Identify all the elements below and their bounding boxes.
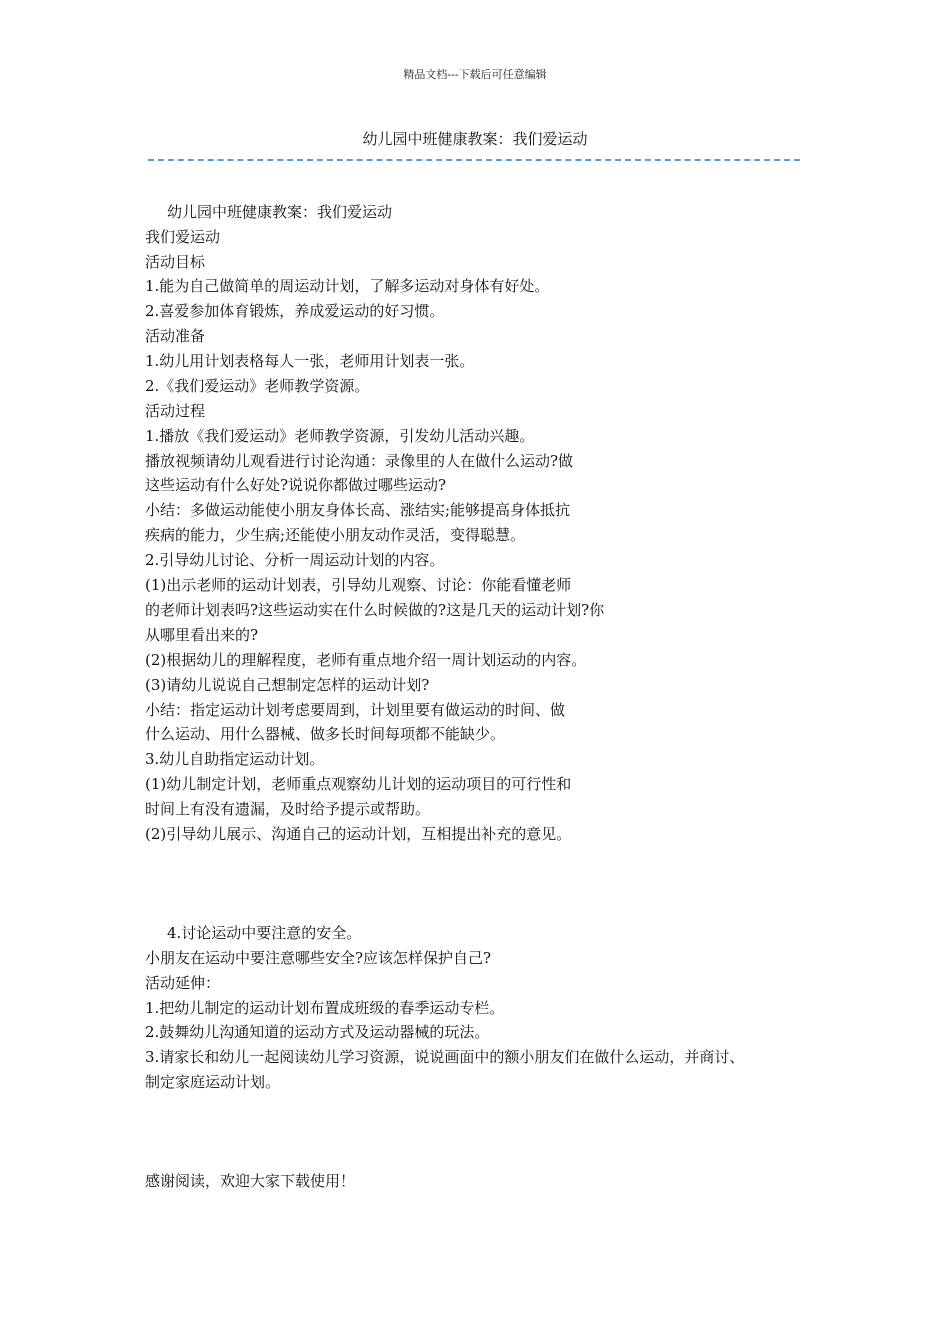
body-line: 1.播放《我们爱运动》老师教学资源，引发幼儿活动兴趣。 — [145, 427, 535, 445]
body-line: 活动目标 — [145, 253, 206, 271]
body-line: 什么运动、用什么器械、做多长时间每项都不能缺少。 — [145, 725, 506, 743]
body-line: (1)出示老师的运动计划表，引导幼儿观察、讨论：你能看懂老师 — [145, 576, 572, 594]
body-line: 1.幼儿用计划表格每人一张，老师用计划表一张。 — [145, 352, 475, 370]
body-line: 这些运动有什么好处?说说你都做过哪些运动? — [145, 476, 447, 494]
body-line: 2.喜爱参加体育锻炼，养成爱运动的好习惯。 — [145, 302, 445, 320]
body-line: 制定家庭运动计划。 — [145, 1073, 281, 1091]
header-note: 精品文档---下载后可任意编辑 — [403, 68, 547, 81]
body-line: 从哪里看出来的? — [145, 626, 259, 644]
body-line: 3.请家长和幼儿一起阅读幼儿学习资源，说说画面中的额小朋友们在做什么运动，并商讨、 — [145, 1048, 745, 1066]
body-line: 活动延伸： — [145, 974, 221, 992]
body-line: 1.能为自己做简单的周运动计划，了解多运动对身体有好处。 — [145, 277, 550, 295]
body-line: 疾病的能力，少生病;还能使小朋友动作灵活，变得聪慧。 — [145, 526, 526, 544]
body-line: (1)幼儿制定计划，老师重点观察幼儿计划的运动项目的可行性和 — [145, 775, 572, 793]
body-line: (2)引导幼儿展示、沟通自己的运动计划，互相提出补充的意见。 — [145, 825, 572, 843]
body-line: 时间上有没有遗漏，及时给予提示或帮助。 — [145, 800, 431, 818]
body-line: 2.《我们爱运动》老师教学资源。 — [145, 377, 370, 395]
body-line: 小结：多做运动能使小朋友身体长高、涨结实;能够提高身体抵抗 — [145, 501, 571, 519]
body-line: 3.幼儿自助指定运动计划。 — [145, 750, 325, 768]
body-line: (3)请幼儿说说自己想制定怎样的运动计划? — [145, 676, 430, 694]
body-line: 4.讨论运动中要注意的安全。 — [167, 924, 362, 942]
body-line: 幼儿园中班健康教案：我们爱运动 — [167, 203, 393, 221]
body-line: 小结：指定运动计划考虑要周到，计划里要有做运动的时间、做 — [145, 701, 566, 719]
body-line: 2.引导幼儿讨论、分析一周运动计划的内容。 — [145, 551, 445, 569]
body-line: 的老师计划表吗?这些运动实在什么时候做的?这是几天的运动计划?你 — [145, 601, 605, 619]
body-line: 活动准备 — [145, 327, 206, 345]
closing-line: 感谢阅读，欢迎大家下载使用！ — [145, 1172, 356, 1190]
title-dash-rule — [148, 159, 800, 161]
body-line: 1.把幼儿制定的运动计划布置成班级的春季运动专栏。 — [145, 999, 505, 1017]
body-line: 我们爱运动 — [145, 228, 221, 246]
body-line: 小朋友在运动中要注意哪些安全?应该怎样保护自己? — [145, 949, 492, 967]
body-line: 活动过程 — [145, 402, 206, 420]
document-title: 幼儿园中班健康教案：我们爱运动 — [362, 130, 588, 148]
body-line: 播放视频请幼儿观看进行讨论沟通：录像里的人在做什么运动?做 — [145, 452, 574, 470]
body-line: (2)根据幼儿的理解程度，老师有重点地介绍一周计划运动的内容。 — [145, 651, 587, 669]
body-line: 2.鼓舞幼儿沟通知道的运动方式及运动器械的玩法。 — [145, 1023, 490, 1041]
